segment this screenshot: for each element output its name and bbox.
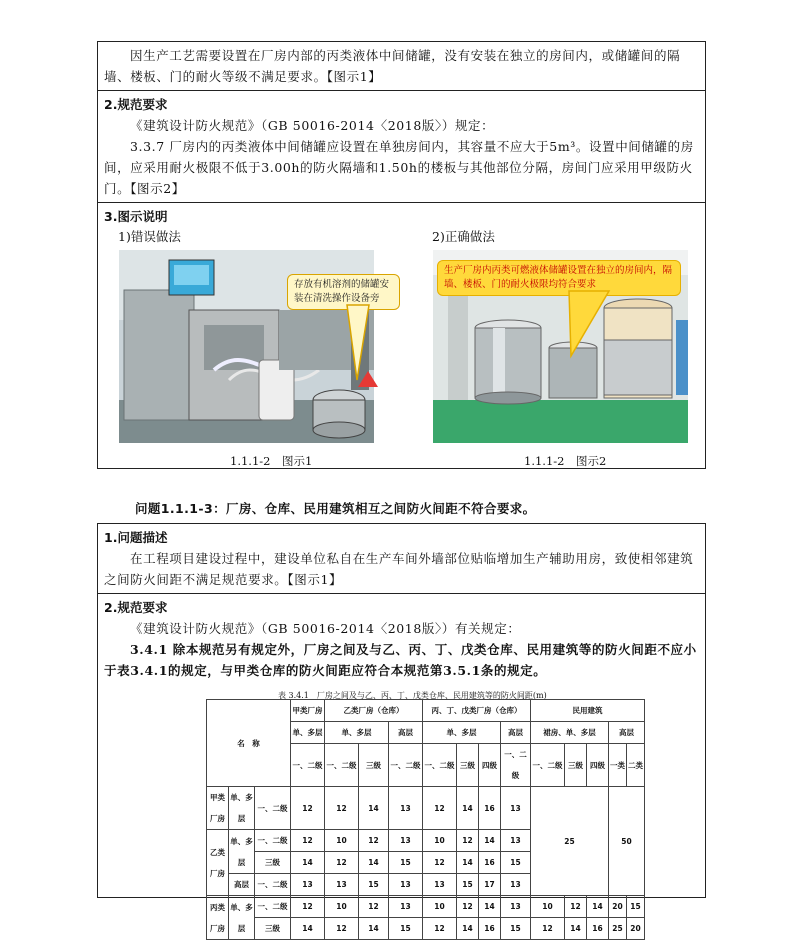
figure-right-label: 2)正确做法 bbox=[432, 229, 495, 244]
table-cell: 12 bbox=[325, 787, 359, 830]
table-cell: 12 bbox=[325, 852, 359, 874]
th-grade: 一、二级 bbox=[291, 744, 325, 787]
table-cell: 13 bbox=[501, 787, 531, 830]
th-grade: 四级 bbox=[479, 744, 501, 787]
row-dan: 单、多层 bbox=[229, 787, 255, 830]
table-cell: 12 bbox=[531, 918, 565, 940]
th-min-gao: 高层 bbox=[609, 722, 645, 744]
issue-title: 问题1.1.1-3：厂房、仓库、民用建筑相互之间防火间距不符合要求。 bbox=[135, 501, 536, 516]
table-cell: 10 bbox=[423, 896, 457, 918]
table-cell: 16 bbox=[587, 918, 609, 940]
row-grade: 三级 bbox=[255, 918, 291, 940]
issue-norm-source: 《建筑设计防火规范》（GB 50016-2014〈2018版〉）有关规定： bbox=[130, 621, 521, 636]
issue-norm-heading: 2.规范要求 bbox=[104, 600, 168, 615]
issue-description-row bbox=[98, 524, 705, 594]
row-label-bing: 丙类厂房 bbox=[207, 896, 229, 940]
table-title: 表 3.4.1 厂房之间及与乙、丙、丁、戊类仓库、民用建筑等的防火间距(m) bbox=[278, 691, 547, 700]
table-cell: 14 bbox=[291, 918, 325, 940]
th-grade: 四级 bbox=[587, 744, 609, 787]
th-yi: 乙类厂房（仓库） bbox=[325, 700, 423, 722]
th-name: 名 称 bbox=[207, 700, 291, 787]
table-row bbox=[207, 896, 645, 918]
table-cell: 12 bbox=[325, 918, 359, 940]
th-grade: 一类 bbox=[609, 744, 627, 787]
table-cell: 15 bbox=[501, 918, 531, 940]
prev-figure-row bbox=[98, 203, 705, 468]
table-cell: 10 bbox=[325, 896, 359, 918]
table-cell: 16 bbox=[479, 852, 501, 874]
row-dan: 单、多层 bbox=[229, 830, 255, 874]
row-grade: 一、二级 bbox=[255, 787, 291, 830]
table-cell: 14 bbox=[587, 896, 609, 918]
table-cell: 12 bbox=[457, 830, 479, 852]
table-cell: 13 bbox=[423, 874, 457, 896]
row-label-jia: 甲类厂房 bbox=[207, 787, 229, 830]
table-cell: 13 bbox=[389, 787, 423, 830]
table-cell-merged: 50 bbox=[609, 787, 645, 896]
callout-correct: 生产厂房内丙类可燃液体储罐设置在独立的房间内，隔墙、楼板、门的耐火极限均符合要求 bbox=[437, 260, 681, 296]
prev-norm-source: 《建筑设计防火规范》（GB 50016-2014〈2018版〉）规定： bbox=[130, 118, 495, 133]
prev-figure-heading: 3.图示说明 bbox=[104, 209, 168, 224]
table-cell: 14 bbox=[479, 896, 501, 918]
table-row bbox=[207, 918, 645, 940]
table-row bbox=[207, 787, 645, 830]
th-bing-gao: 高层 bbox=[501, 722, 531, 744]
th-jia-dan: 单、多层 bbox=[291, 722, 325, 744]
row-grade: 一、二级 bbox=[255, 830, 291, 852]
table-cell: 13 bbox=[501, 874, 531, 896]
figure-wrong-caption: 1.1.1-2 图示1 bbox=[230, 454, 313, 468]
figure-correct-caption: 1.1.1-2 图示2 bbox=[524, 454, 607, 468]
table-cell: 10 bbox=[531, 896, 565, 918]
th-yi-gao: 高层 bbox=[389, 722, 423, 744]
table-cell: 13 bbox=[291, 874, 325, 896]
issue-norm-row bbox=[98, 594, 705, 933]
row-gao: 高层 bbox=[229, 874, 255, 896]
callout-correct-pointer bbox=[559, 291, 619, 361]
issue-description-heading: 1.问题描述 bbox=[104, 530, 168, 545]
row-grade: 一、二级 bbox=[255, 874, 291, 896]
th-bing: 丙、丁、戊类厂房（仓库） bbox=[423, 700, 531, 722]
th-yi-dan: 单、多层 bbox=[325, 722, 389, 744]
table-cell: 13 bbox=[501, 896, 531, 918]
figure-pair bbox=[104, 227, 699, 468]
table-cell: 15 bbox=[389, 918, 423, 940]
table-cell: 15 bbox=[359, 874, 389, 896]
issue-description-text: 在工程项目建设过程中，建设单位私自在生产车间外墙部位贴临增加生产辅助用房，致使相邻建筑之间防火间距不满足规范要求。【图示1】 bbox=[104, 551, 694, 587]
fire-distance-table-wrap bbox=[98, 685, 705, 933]
table-cell: 12 bbox=[565, 896, 587, 918]
row-grade: 一、二级 bbox=[255, 896, 291, 918]
prev-norm-heading: 2.规范要求 bbox=[104, 97, 168, 112]
table-cell: 12 bbox=[423, 918, 457, 940]
table-cell: 13 bbox=[325, 874, 359, 896]
th-grade: 三级 bbox=[565, 744, 587, 787]
th-grade: 一、二级 bbox=[531, 744, 565, 787]
table-cell: 14 bbox=[565, 918, 587, 940]
table-cell: 14 bbox=[457, 918, 479, 940]
table-cell: 14 bbox=[479, 830, 501, 852]
table-cell: 12 bbox=[457, 896, 479, 918]
th-grade: 一、二级 bbox=[325, 744, 359, 787]
table-cell: 14 bbox=[359, 918, 389, 940]
table-cell: 14 bbox=[359, 852, 389, 874]
table-cell: 12 bbox=[291, 896, 325, 918]
table-cell: 15 bbox=[389, 852, 423, 874]
table-cell: 13 bbox=[389, 830, 423, 852]
row-dan: 单、多层 bbox=[229, 896, 255, 940]
table-cell: 16 bbox=[479, 787, 501, 830]
th-jia: 甲类厂房 bbox=[291, 700, 325, 722]
table-cell: 14 bbox=[457, 852, 479, 874]
th-min: 民用建筑 bbox=[531, 700, 645, 722]
figure-wrong-label: 1)错误做法 bbox=[118, 229, 181, 244]
prev-issue-description: 因生产工艺需要设置在厂房内部的丙类液体中间储罐，没有安装在独立的房间内，或储罐间的隔墙、楼板、门的耐火等级不满足要求。【图示1】 bbox=[104, 48, 681, 84]
table-cell: 12 bbox=[423, 852, 457, 874]
table-cell: 20 bbox=[627, 918, 645, 940]
table-cell: 12 bbox=[423, 787, 457, 830]
table-cell: 10 bbox=[325, 830, 359, 852]
table-cell: 25 bbox=[609, 918, 627, 940]
table-cell: 20 bbox=[609, 896, 627, 918]
table-cell: 12 bbox=[359, 896, 389, 918]
th-grade: 二类 bbox=[627, 744, 645, 787]
table-cell: 14 bbox=[291, 852, 325, 874]
issue-norm-text: 3.4.1 除本规范另有规定外，厂房之间及与乙、丙、丁、戊类仓库、民用建筑等的防火间距不应小于表3.4.1的规定，与甲类仓库的防火间距应符合本规范第3.5.1条的规定。 bbox=[104, 642, 697, 678]
row-grade: 三级 bbox=[255, 852, 291, 874]
table-cell: 13 bbox=[389, 896, 423, 918]
table-cell: 14 bbox=[457, 787, 479, 830]
callout-wrong: 存放有机溶剂的储罐安装在清洗操作设备旁 bbox=[287, 274, 400, 310]
table-cell: 17 bbox=[479, 874, 501, 896]
th-grade: 一、二级 bbox=[501, 744, 531, 787]
th-bing-dan: 单、多层 bbox=[423, 722, 501, 744]
table-cell: 13 bbox=[389, 874, 423, 896]
table-cell: 15 bbox=[627, 896, 645, 918]
issue-box bbox=[97, 523, 706, 933]
th-grade: 三级 bbox=[359, 744, 389, 787]
table-cell: 14 bbox=[359, 787, 389, 830]
table-cell: 12 bbox=[359, 830, 389, 852]
table-cell: 10 bbox=[423, 830, 457, 852]
table-cell: 12 bbox=[291, 787, 325, 830]
table-cell-merged: 25 bbox=[531, 787, 609, 896]
th-min-qun: 裙房、单、多层 bbox=[531, 722, 609, 744]
table-cell: 15 bbox=[501, 852, 531, 874]
prev-issue-description-row bbox=[98, 42, 705, 91]
th-grade: 三级 bbox=[457, 744, 479, 787]
table-cell: 16 bbox=[479, 918, 501, 940]
row-label-yi: 乙类厂房 bbox=[207, 830, 229, 896]
prev-issue-box bbox=[97, 41, 706, 469]
th-grade: 一、二级 bbox=[389, 744, 423, 787]
prev-norm-row bbox=[98, 91, 705, 203]
table-cell: 12 bbox=[291, 830, 325, 852]
th-grade: 一、二级 bbox=[423, 744, 457, 787]
prev-norm-text: 3.3.7 厂房内的丙类液体中间储罐应设置在单独房间内，其容量不应大于5m³。设置中间储罐的房间，应采用耐火极限不低于3.00h的防火隔墙和1.50h的楼板与其他部位分隔，房间门应采用甲级防火门。【图示2】 bbox=[104, 139, 694, 196]
table-cell: 13 bbox=[501, 830, 531, 852]
table-cell: 15 bbox=[457, 874, 479, 896]
arrow-up-icon bbox=[354, 369, 384, 389]
fire-distance-table bbox=[206, 699, 645, 940]
